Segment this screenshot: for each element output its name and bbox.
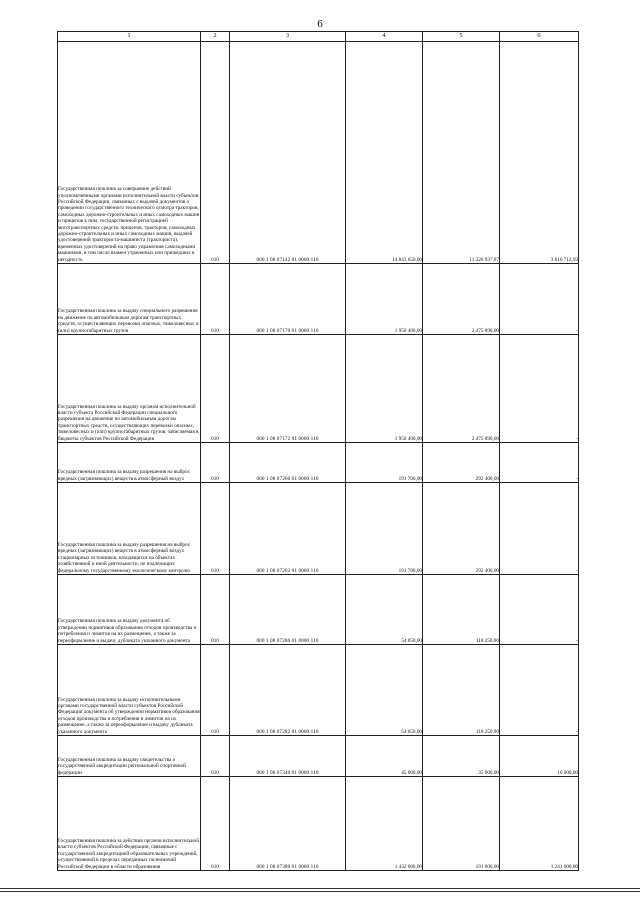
row-line-code: 010 <box>201 736 230 777</box>
row-col4-value: 1 432 000,00 <box>346 777 423 871</box>
row-budget-code: 000 1 08 07260 01 0000 110 <box>230 443 346 483</box>
column-header-5: 5 <box>423 32 500 42</box>
row-budget-code: 000 1 08 07170 01 0000 110 <box>230 264 346 335</box>
column-header-6: 6 <box>500 32 579 42</box>
row-name: Государственная пошлина за выдачу разрешения на выброс вредных (загрязняющих) веществ в атмосферный воздух стационарных источников, находящихся на объектах хозяйственной и иной деятельности, не подлежащих федеральному государственному экологическому контролю <box>58 483 201 575</box>
row-budget-code: 000 1 08 07340 01 0000 110 <box>230 736 346 777</box>
row-line-code: 010 <box>201 575 230 645</box>
row-col6-value: - <box>500 483 579 575</box>
table-row <box>58 575 579 645</box>
row-col5-value: 35 000,00 <box>423 736 500 777</box>
row-col4-value: 54 050,00 <box>346 575 423 645</box>
row-col4-value: 191 700,00 <box>346 443 423 483</box>
row-col6-value: - <box>500 645 579 736</box>
column-header-3: 3 <box>230 32 346 42</box>
row-name: Государственная пошлина за выдачу специального разрешения на движение по автомобильным дорогам транспортных средств, осуществляющих перевозки опасных, тяжеловесных и (или) крупногабаритных грузов <box>58 264 201 335</box>
row-col5-value: 191 000,00 <box>423 777 500 871</box>
table-row <box>58 736 579 777</box>
row-name: Государственная пошлина за выдачу разрешения на выброс вредных (загрязняющих) веществ в атмосферный воздух <box>58 443 201 483</box>
row-budget-code: 000 1 08 07280 01 0000 110 <box>230 575 346 645</box>
row-name: Государственная пошлина за выдачу документа об утверждении нормативов образования отходов производства и потребления и лимитов на их размещение, а также за переоформление и выдачу дубликата указанного документа <box>58 575 201 645</box>
row-col4-value: 45 000,00 <box>346 736 423 777</box>
row-line-code: 010 <box>201 335 230 443</box>
row-col5-value: 292 400,00 <box>423 483 500 575</box>
bottom-rule <box>0 888 640 889</box>
row-line-code: 010 <box>201 264 230 335</box>
row-col5-value: 118 250,00 <box>423 645 500 736</box>
row-col5-value: 2 475 890,00 <box>423 335 500 443</box>
row-name: Государственная пошлина за выдачу исполнительными органами государственной власти субъектов Российской Федерации документа об утверждении нормативов образования отходов производства и потребления и лимитов на их размещение, а также за переоформление и выдачу дубликата указанного документа <box>58 645 201 736</box>
row-budget-code: 000 1 08 07282 01 0000 110 <box>230 645 346 736</box>
row-budget-code: 000 1 08 07262 01 0000 110 <box>230 483 346 575</box>
row-col6-value: - <box>500 575 579 645</box>
column-header-1: 1 <box>58 32 201 42</box>
row-col5-value: 2 475 890,00 <box>423 264 500 335</box>
table-row <box>58 483 579 575</box>
bottom-rule <box>0 891 640 892</box>
report-table <box>57 31 579 871</box>
row-name: Государственная пошлина за действия органов исполнительной власти субъектов Российской Федерации, связанные с государственной аккредитацией образовательных учреждений, осуществляемой в пределах переданных полномочий Российской Федерации в области образования <box>58 777 201 871</box>
table-row <box>58 42 579 264</box>
row-col6-value: - <box>500 264 579 335</box>
row-budget-code: 000 1 08 07172 01 0000 110 <box>230 335 346 443</box>
column-header-4: 4 <box>346 32 423 42</box>
table-row <box>58 443 579 483</box>
row-col4-value: 54 050,00 <box>346 645 423 736</box>
table-row <box>58 645 579 736</box>
row-col5-value: 118 250,00 <box>423 575 500 645</box>
column-header-row <box>58 32 579 42</box>
row-col5-value: 11 226 937,07 <box>423 42 500 264</box>
row-col4-value: 1 950 400,00 <box>346 264 423 335</box>
row-col5-value: 292 400,00 <box>423 443 500 483</box>
page-number: 6 <box>317 18 323 30</box>
row-col6-value: 3 616 712,93 <box>500 42 579 264</box>
row-name: Государственная пошлина за совершение действий уполномоченными органами исполнительной власти субъектов Российской Федерации, связанных с выдачей документов о проведении государственного технического осмотра тракторов, самоходных дорожно-строительных и иных самоходных машин и прицепов к ним, государственной регистрацией мототранспортных средств, прицепов, тракторов, самоходных дорожно-строительных и иных самоходных машин, выдачей удостоверений тракториста-машиниста (тракториста), временных удостоверений на право управления самоходными машинами, в том числе взамен утраченных или пришедших в негодность <box>58 42 201 264</box>
row-line-code: 010 <box>201 777 230 871</box>
table-row <box>58 335 579 443</box>
row-col6-value: - <box>500 335 579 443</box>
row-name: Государственная пошлина за выдачу свидетельства о государственной аккредитации региональной спортивной федерации <box>58 736 201 777</box>
table-row <box>58 264 579 335</box>
row-name: Государственная пошлина за выдачу органом исполнительной власти субъекта Российской Федерации специального разрешения на движение по автомобильным дорогам транспортных средств, осуществляющих перевозки опасных, тяжеловесных и (или) крупногабаритных грузов, зачисляемая в бюджеты субъектов Российской Федерации <box>58 335 201 443</box>
row-col4-value: 1 950 400,00 <box>346 335 423 443</box>
row-col4-value: 14 843 650,00 <box>346 42 423 264</box>
row-budget-code: 000 1 08 07380 01 0000 110 <box>230 777 346 871</box>
row-col6-value: 1 241 000,00 <box>500 777 579 871</box>
row-col4-value: 191 700,00 <box>346 483 423 575</box>
column-header-2: 2 <box>201 32 230 42</box>
row-line-code: 010 <box>201 645 230 736</box>
row-budget-code: 000 1 08 07142 01 0000 110 <box>230 42 346 264</box>
row-line-code: 010 <box>201 42 230 264</box>
row-col6-value: - <box>500 443 579 483</box>
row-line-code: 010 <box>201 483 230 575</box>
row-line-code: 010 <box>201 443 230 483</box>
table-row <box>58 777 579 871</box>
row-col6-value: 10 000,00 <box>500 736 579 777</box>
